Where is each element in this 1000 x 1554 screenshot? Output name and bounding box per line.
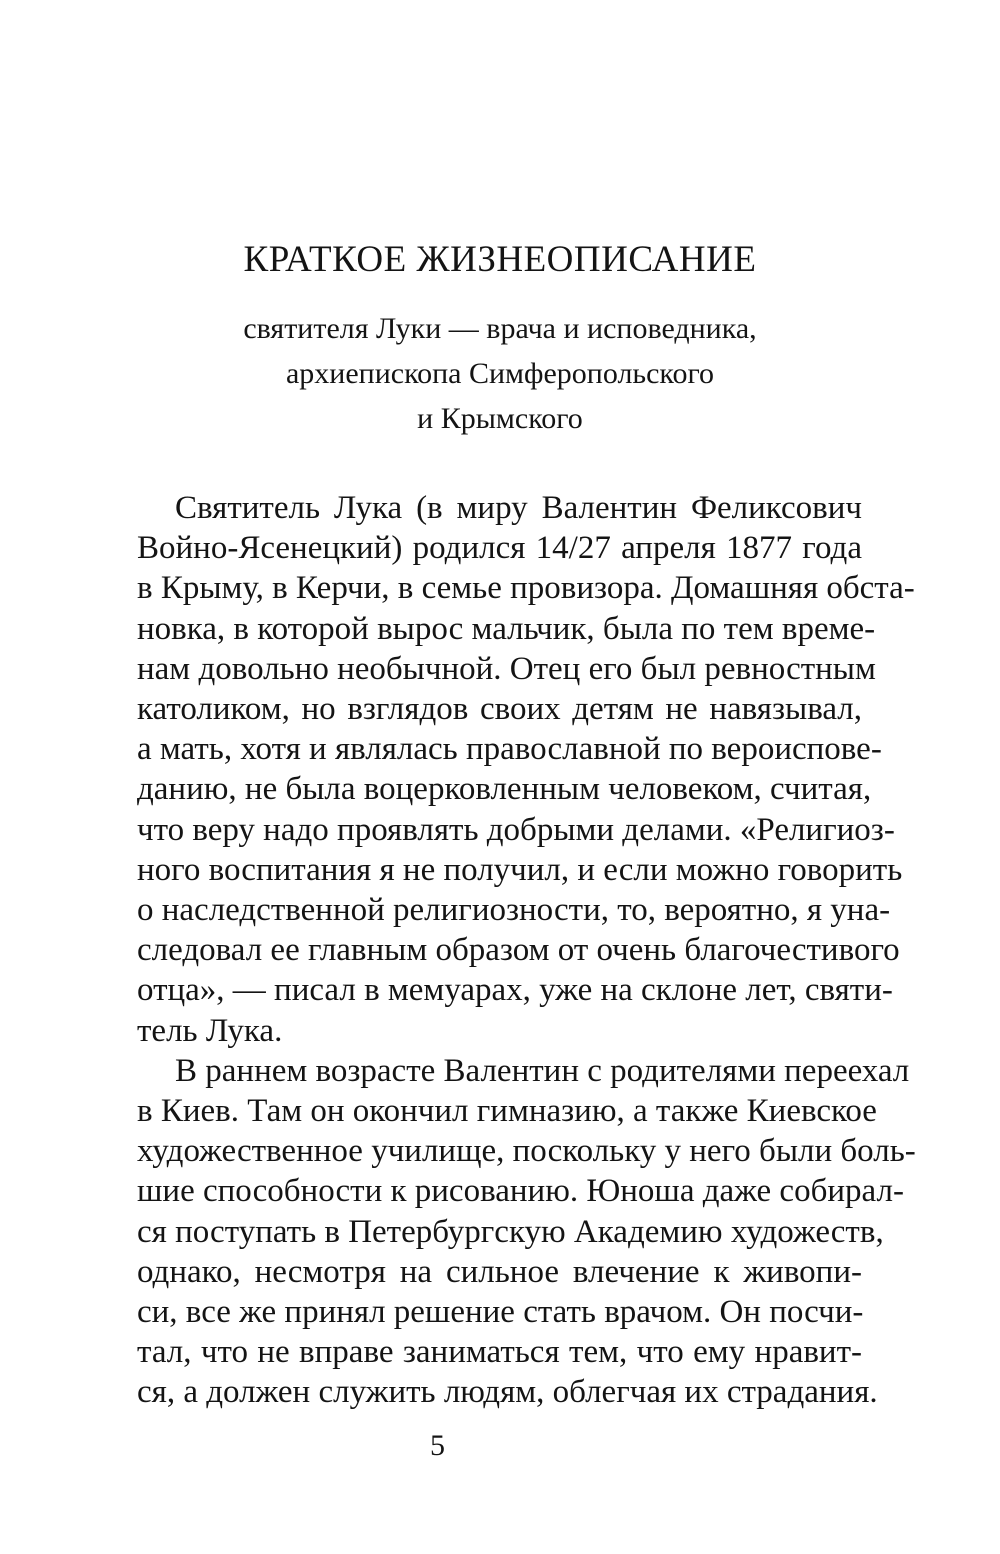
text-line: Войно-Ясенецкий) родился 14/27 апреля 1877 года xyxy=(137,530,862,567)
paragraph-2 xyxy=(137,1051,916,1413)
subtitle-line: архиепископа Симферопольского xyxy=(285,357,715,390)
text-line: си, все же принял решение стать врачом. Он посчи- xyxy=(137,1294,864,1331)
text-line: тал, что не вправе заниматься тем, что ему нравит- xyxy=(137,1334,862,1371)
paragraph-1 xyxy=(137,488,915,1051)
text-line: Святитель Лука (в миру Валентин Феликсович xyxy=(175,490,862,526)
text-line: отца», — писал в мемуарах, уже на склоне лет, святи- xyxy=(137,972,893,1009)
subtitle-line: святителя Луки — врача и исповедника, xyxy=(243,312,757,345)
text-line: что веру надо проявлять добрыми делами. «Религиоз- xyxy=(137,811,895,848)
text-line: художественное училище, поскольку у него были боль- xyxy=(137,1133,916,1170)
text-line: о наследственной религиозности, то, вероятно, я уна- xyxy=(137,892,891,929)
text-line: ся, а должен служить людям, облегчая их страдания. xyxy=(137,1374,878,1411)
text-line: В раннем возрасте Валентин с родителями переехал xyxy=(175,1052,910,1089)
text-line: однако, несмотря на сильное влечение к живопи- xyxy=(137,1253,862,1290)
text-line: ного воспитания я не получил, и если можно говорить xyxy=(137,851,903,888)
text-line: следовал ее главным образом от очень благочестивого xyxy=(137,932,900,969)
text-line: нам довольно необычной. Отец его был ревностным xyxy=(137,650,876,687)
body-text xyxy=(137,488,916,1413)
chapter-title: КРАТКОЕ ЖИЗНЕОПИСАНИЕ xyxy=(243,239,757,280)
text-line: ся поступать в Петербургскую Академию художеств, xyxy=(137,1213,884,1250)
text-line: данию, не была воцерковленным человеком, считая, xyxy=(137,771,872,808)
text-line: шие способности к рисованию. Юноша даже собирал- xyxy=(137,1173,904,1210)
text-line: тель Лука. xyxy=(137,1012,283,1049)
text-line: новка, в которой вырос мальчик, была по тем време- xyxy=(137,610,876,647)
subtitle-line: и Крымского xyxy=(417,402,583,435)
text-line: а мать, хотя и являлась православной по вероиспове- xyxy=(137,731,882,768)
page-number: 5 xyxy=(430,1429,445,1462)
text-line: в Киев. Там он окончил гимназию, а также Киевское xyxy=(137,1093,877,1130)
text-line: в Крыму, в Керчи, в семье провизора. Домашняя обста- xyxy=(137,570,915,607)
text-line: католиком, но взглядов своих детям не навязывал, xyxy=(137,691,862,728)
chapter-subtitle xyxy=(0,306,1000,441)
